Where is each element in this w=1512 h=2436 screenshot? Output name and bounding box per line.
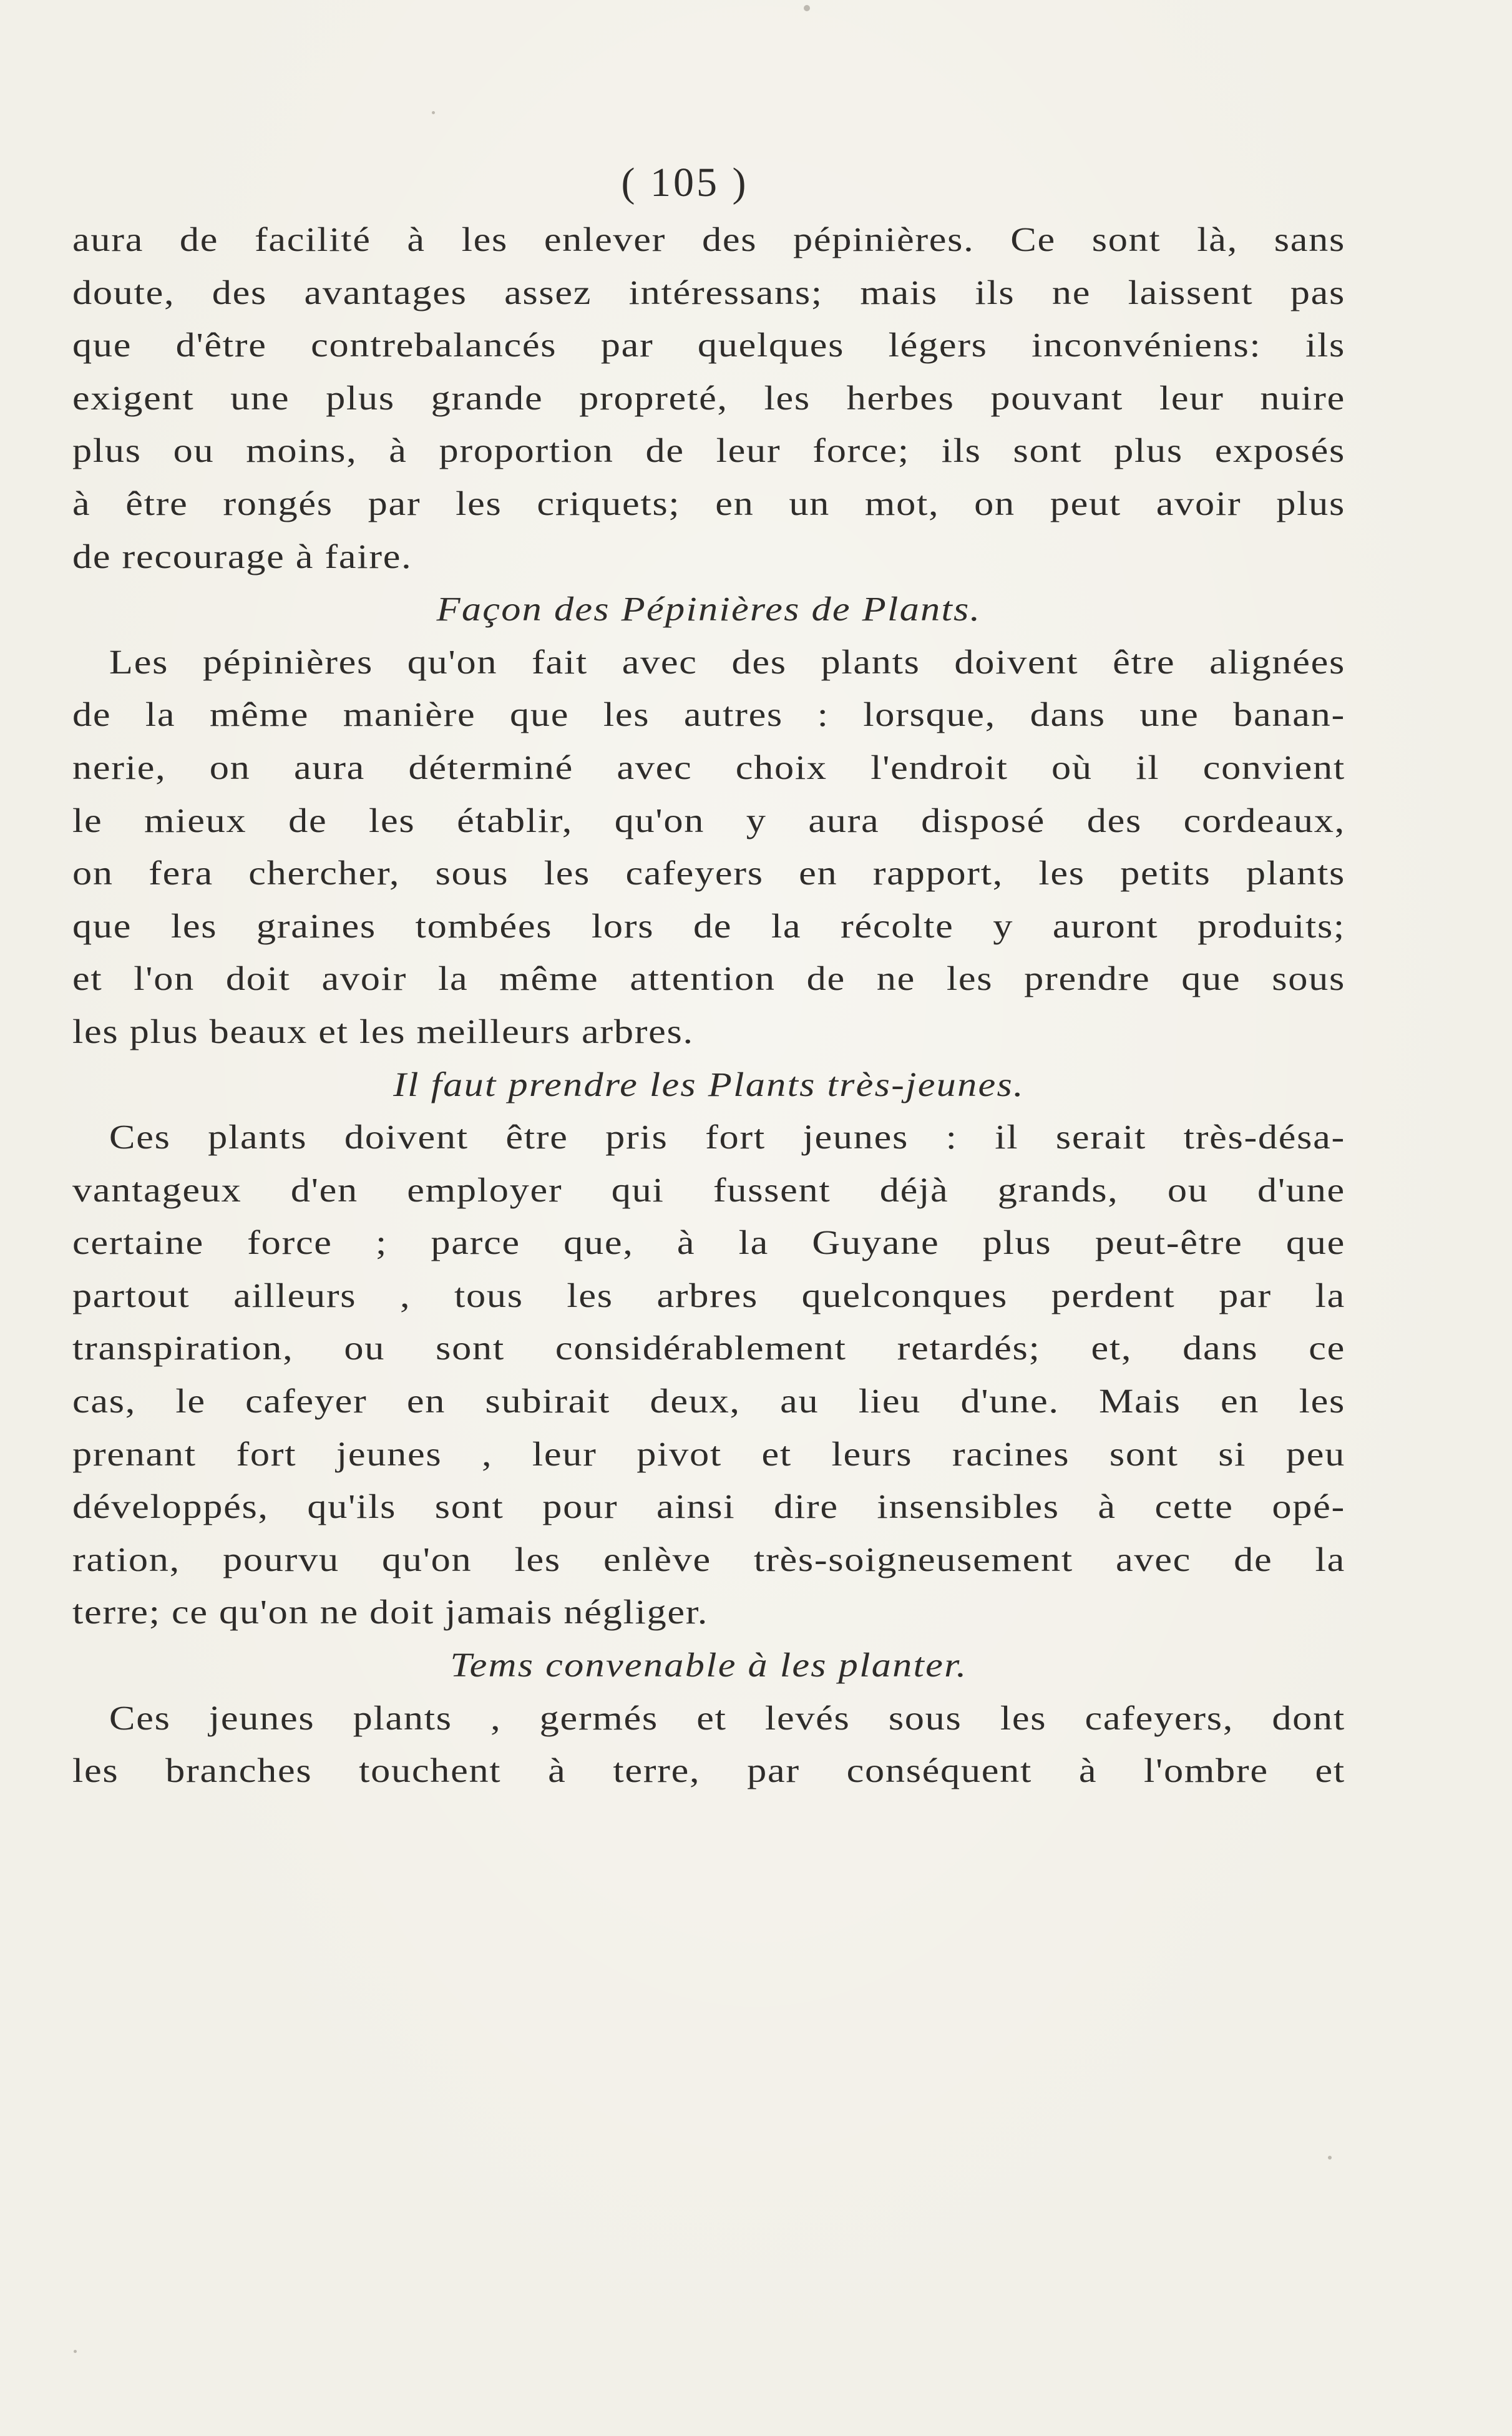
section-heading: Tems convenable à les planter. bbox=[450, 1646, 968, 1685]
text-line: Ces jeunes plants , germés et levés sous les cafeyers, dont bbox=[109, 1698, 1345, 1737]
section-heading: Façon des Pépinières de Plants. bbox=[436, 590, 982, 629]
page-number: ( 105 ) bbox=[621, 160, 749, 205]
text-line: et l'on doit avoir la même attention de ne les prendre que sous bbox=[72, 959, 1345, 998]
section-heading: Il faut prendre les Plants très-jeunes. bbox=[393, 1065, 1025, 1103]
text-line: terre; ce qu'on ne doit jamais négliger. bbox=[72, 1593, 709, 1631]
text-line: développés, qu'ils sont pour ainsi dire insensibles à cette opé- bbox=[72, 1487, 1345, 1526]
text-line: les branches touchent à terre, par conséquent à l'ombre et bbox=[72, 1751, 1345, 1790]
ink-speck bbox=[1328, 2156, 1332, 2160]
text-line: doute, des avantages assez intéressans; mais ils ne laissent pas bbox=[72, 273, 1345, 311]
text-line: transpiration, ou sont considérablement retardés; et, dans ce bbox=[72, 1329, 1345, 1367]
ink-speck bbox=[432, 111, 435, 114]
text-line: cas, le cafeyer en subirait deux, au lieu d'une. Mais en les bbox=[72, 1382, 1345, 1421]
text-line: le mieux de les établir, qu'on y aura disposé des cordeaux, bbox=[72, 801, 1345, 839]
body-text bbox=[72, 213, 1345, 1798]
text-line: à être rongés par les criquets; en un mot, on peut avoir plus bbox=[72, 484, 1345, 522]
text-line: de la même manière que les autres : lorsque, dans une banan- bbox=[72, 695, 1345, 734]
text-line: prenant fort jeunes , leur pivot et leurs racines sont si peu bbox=[72, 1434, 1345, 1473]
text-line: aura de facilité à les enlever des pépinières. Ce sont là, sans bbox=[72, 220, 1345, 258]
text-line: que les graines tombées lors de la récolte y auront produits; bbox=[72, 906, 1345, 945]
ink-speck bbox=[74, 2350, 77, 2353]
text-line: nerie, on aura déterminé avec choix l'endroit où il convient bbox=[72, 748, 1345, 786]
text-line: exigent une plus grande propreté, les herbes pouvant leur nuire bbox=[72, 378, 1345, 417]
text-line: vantageux d'en employer qui fussent déjà grands, ou d'une bbox=[72, 1170, 1345, 1209]
text-line: plus ou moins, à proportion de leur force; ils sont plus exposés bbox=[72, 431, 1345, 470]
text-line: ration, pourvu qu'on les enlève très-soigneusement avec de la bbox=[72, 1540, 1345, 1578]
text-line: de recourage à faire. bbox=[72, 537, 412, 575]
text-line: les plus beaux et les meilleurs arbres. bbox=[72, 1012, 694, 1050]
text-line: Les pépinières qu'on fait avec des plants doivent être alignées bbox=[109, 642, 1345, 681]
text-line: Ces plants doivent être pris fort jeunes : il serait très-désa- bbox=[109, 1118, 1345, 1157]
text-line: certaine force ; parce que, à la Guyane plus peut-être que bbox=[72, 1223, 1345, 1262]
text-line: on fera chercher, sous les cafeyers en rapport, les petits plants bbox=[72, 854, 1345, 893]
ink-speck bbox=[804, 5, 810, 11]
text-line: que d'être contrebalancés par quelques légers inconvéniens: ils bbox=[72, 326, 1345, 364]
text-line: partout ailleurs , tous les arbres quelconques perdent par la bbox=[72, 1276, 1345, 1314]
